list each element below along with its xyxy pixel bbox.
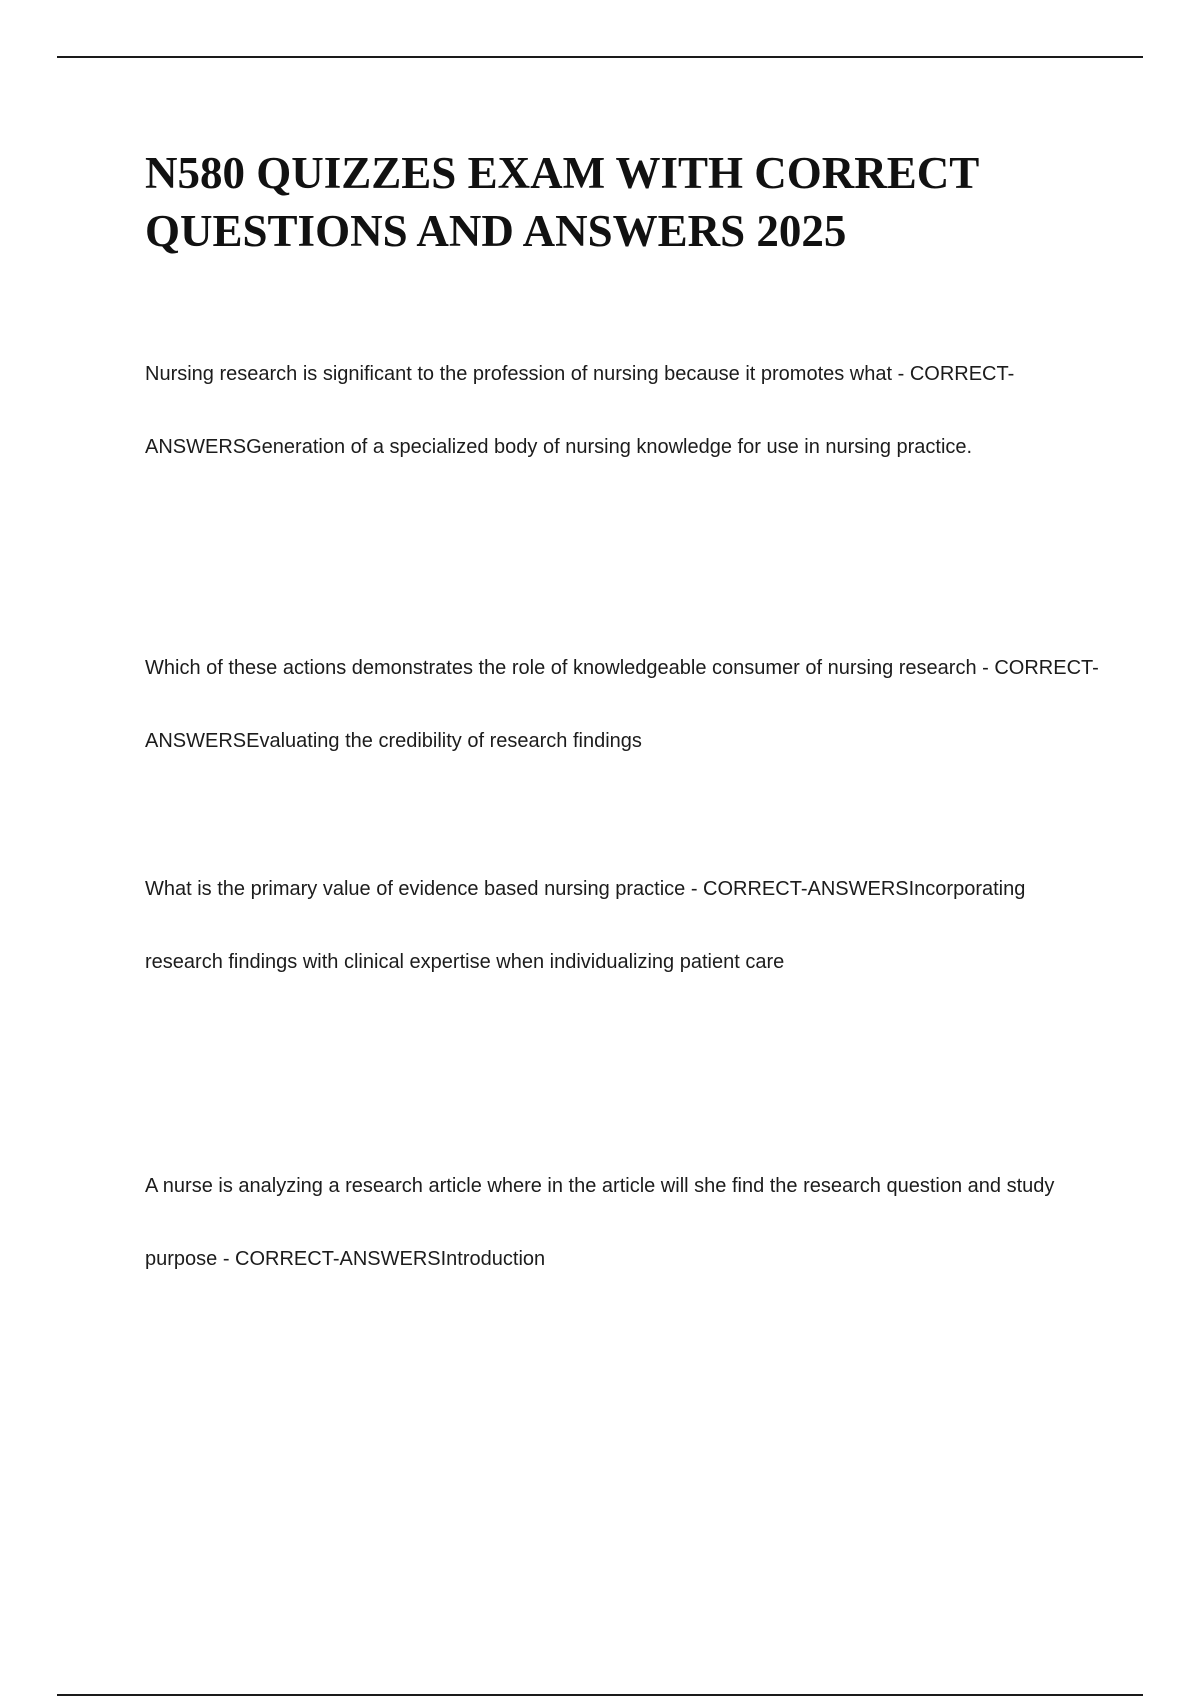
top-rule bbox=[57, 56, 1143, 58]
qa-item: A nurse is analyzing a research article where in the article will she find the research question and study purpose - CORRECT-ANSWERSIntroduction bbox=[145, 1175, 1055, 1270]
document-title: N580 QUIZZES EXAM WITH CORRECT QUESTIONS AND ANSWERS 2025 bbox=[145, 148, 979, 256]
qa-item: What is the primary value of evidence based nursing practice - CORRECT-ANSWERSIncorporating research findings with clinical expertise when individualizing patient care bbox=[145, 878, 1026, 973]
qa-item: Nursing research is significant to the profession of nursing because it promotes what - CORRECT-ANSWERSGeneration of a specialized body of nursing knowledge for use in nursing practice. bbox=[145, 363, 1015, 458]
qa-item: Which of these actions demonstrates the role of knowledgeable consumer of nursing research - CORRECT-ANSWERSEvaluating the credibility of research findings bbox=[145, 657, 1099, 752]
bottom-rule bbox=[57, 1694, 1143, 1696]
